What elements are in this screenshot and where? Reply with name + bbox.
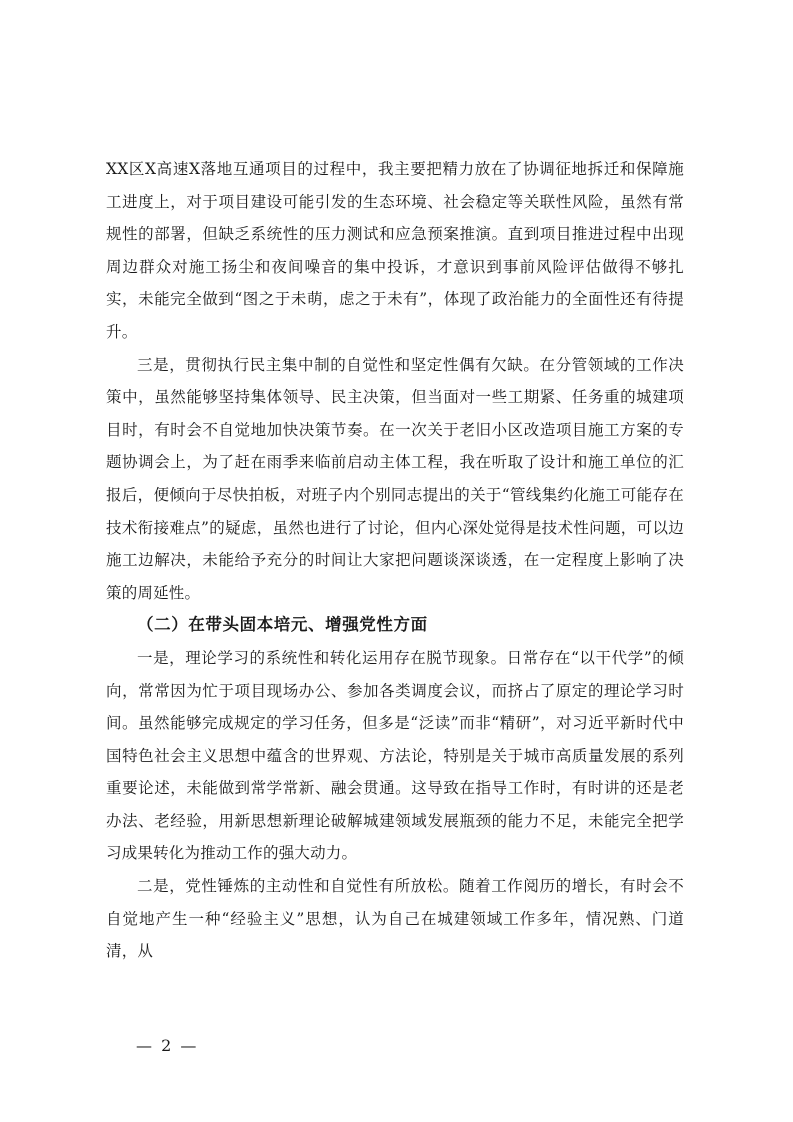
paragraph-continuation: XX区X高速X落地互通项目的过程中，我主要把精力放在了协调征地拆迁和保障施工进度上，对于项目建设可能引发的生态环境、社会稳定等关联性风险，虽然有常规性的部署，但缺乏系统性的压力测试和应急预案推演。直到项目推进过程中出现周边群众对施工扬尘和夜间噪音的集中投诉，才意识到事前风险评估做得不够扎实，未能完全做到“图之于未萌，虑之于未有”，体现了政治能力的全面性还有待提升。 bbox=[106, 160, 684, 341]
paragraph-democratic-centralism: 三是，贯彻执行民主集中制的自觉性和坚定性偶有欠缺。在分管领域的工作决策中，虽然能够坚持集体领导、民主决策，但当面对一些工期紧、任务重的城建项目时，有时会不自觉地加快决策节奏。在一次关于老旧小区改造项目施工方案的专题协调会上，为了赶在雨季来临前启动主体工程，我在听取了设计和施工单位的汇报后，便倾向于尽快拍板，对班子内个别同志提出的关于“管线集约化施工可能存在技术衔接难点”的疑虑，虽然也进行了讨论，但内心深处觉得是技术性问题，可以边施工边解决，未能给予充分的时间让大家把问题谈深谈透，在一定程度上影响了决策的周延性。 bbox=[106, 355, 684, 602]
document-body bbox=[106, 153, 684, 968]
page-number: — 2 — bbox=[136, 1036, 199, 1055]
paragraph-party-spirit: 二是，党性锤炼的主动性和自觉性有所放松。随着工作阅历的增长，有时会不自觉地产生一种“经验主义”思想，认为自己在城建领域工作多年，情况熟、门道清，从 bbox=[106, 877, 684, 961]
paragraph-theory-study: 一是，理论学习的系统性和转化运用存在脱节现象。日常存在“以干代学”的倾向，常常因为忙于项目现场办公、参加各类调度会议，而挤占了原定的理论学习时间。虽然能够完成规定的学习任务，但多是“泛读”而非“精研”，对习近平新时代中国特色社会主义思想中蕴含的世界观、方法论，特别是关于城市高质量发展的系列重要论述，未能做到常学常新、融会贯通。这导致在指导工作时，有时讲的还是老办法、老经验，用新思想新理论破解城建领域发展瓶颈的能力不足，未能完全把学习成果转化为推动工作的强大动力。 bbox=[106, 648, 684, 863]
section-heading: （二）在带头固本培元、增强党性方面 bbox=[137, 615, 428, 635]
